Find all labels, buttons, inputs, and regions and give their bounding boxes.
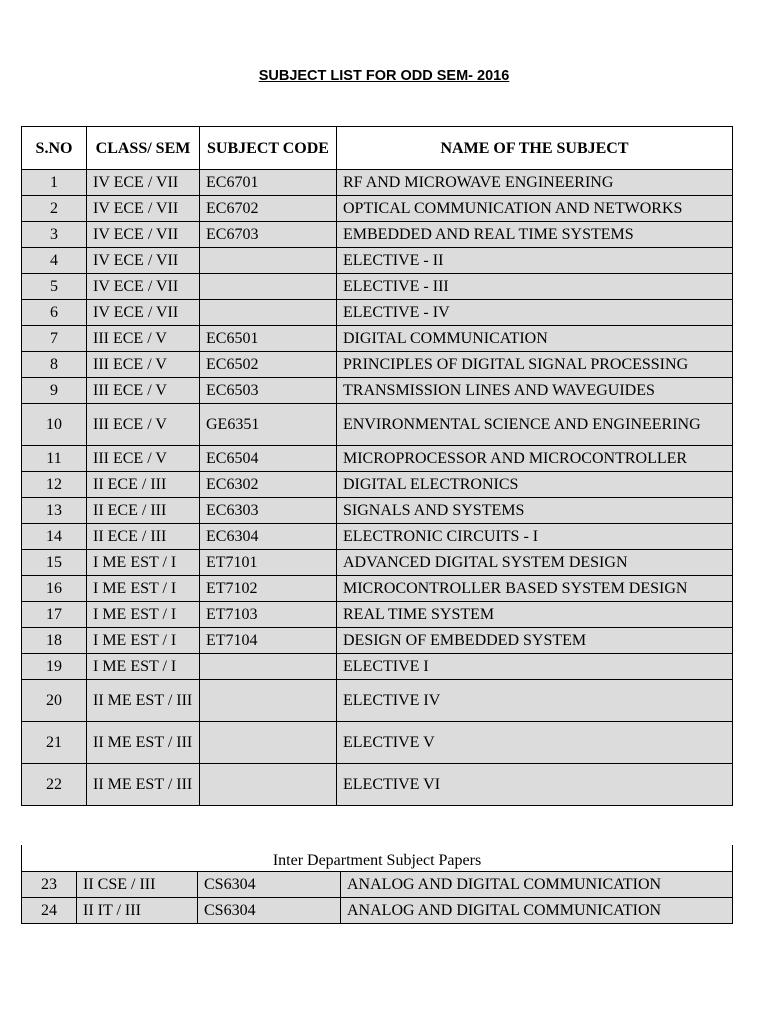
cell-subject-name: OPTICAL COMMUNICATION AND NETWORKS	[337, 196, 733, 222]
cell-subject-code: CS6304	[198, 871, 341, 897]
cell-subject-name: ENVIRONMENTAL SCIENCE AND ENGINEERING	[337, 404, 733, 446]
cell-subject-code	[200, 248, 337, 274]
cell-subject-code: ET7102	[200, 576, 337, 602]
cell-sno: 12	[22, 472, 87, 498]
cell-subject-code	[200, 764, 337, 806]
cell-subject-name: ANALOG AND DIGITAL COMMUNICATION	[341, 871, 733, 897]
cell-subject-name: DESIGN OF EMBEDDED SYSTEM	[337, 628, 733, 654]
cell-class-sem: III ECE / V	[87, 326, 200, 352]
cell-class-sem: IV ECE / VII	[87, 196, 200, 222]
inter-department-table	[21, 845, 733, 924]
cell-class-sem: IV ECE / VII	[87, 300, 200, 326]
cell-subject-code: ET7101	[200, 550, 337, 576]
cell-subject-name: DIGITAL COMMUNICATION	[337, 326, 733, 352]
table-row	[22, 274, 733, 300]
table-row	[22, 404, 733, 446]
table-row	[22, 472, 733, 498]
cell-class-sem: I ME EST / I	[87, 654, 200, 680]
cell-sno: 21	[22, 722, 87, 764]
cell-subject-name: ELECTIVE - IV	[337, 300, 733, 326]
table-row	[22, 654, 733, 680]
cell-subject-name: TRANSMISSION LINES AND WAVEGUIDES	[337, 378, 733, 404]
table-row	[22, 498, 733, 524]
table-row	[22, 300, 733, 326]
cell-subject-code	[200, 274, 337, 300]
cell-subject-name: ELECTIVE IV	[337, 680, 733, 722]
cell-subject-name: ELECTRONIC CIRCUITS - I	[337, 524, 733, 550]
table-row	[22, 897, 733, 923]
cell-subject-code: EC6701	[200, 170, 337, 196]
cell-class-sem: II ME EST / III	[87, 722, 200, 764]
cell-subject-code: EC6504	[200, 446, 337, 472]
cell-sno: 18	[22, 628, 87, 654]
cell-subject-code: EC6702	[200, 196, 337, 222]
table-row	[22, 871, 733, 897]
cell-sno: 13	[22, 498, 87, 524]
cell-class-sem: IV ECE / VII	[87, 248, 200, 274]
cell-class-sem: II ECE / III	[87, 472, 200, 498]
cell-sno: 9	[22, 378, 87, 404]
cell-sno: 8	[22, 352, 87, 378]
table-row	[22, 764, 733, 806]
table-row	[22, 222, 733, 248]
cell-class-sem: I ME EST / I	[87, 576, 200, 602]
cell-subject-code: EC6501	[200, 326, 337, 352]
cell-sno: 10	[22, 404, 87, 446]
inter-caption: Inter Department Subject Papers	[22, 845, 733, 871]
table-row	[22, 628, 733, 654]
cell-sno: 16	[22, 576, 87, 602]
table-row	[22, 326, 733, 352]
table-header-row	[22, 127, 733, 170]
cell-class-sem: III ECE / V	[87, 404, 200, 446]
header-class-sem: CLASS/ SEM	[87, 127, 200, 170]
cell-subject-code: EC6302	[200, 472, 337, 498]
header-subject-name: NAME OF THE SUBJECT	[337, 127, 733, 170]
cell-class-sem: II ME EST / III	[87, 680, 200, 722]
cell-class-sem: III ECE / V	[87, 378, 200, 404]
table-row	[22, 378, 733, 404]
inter-caption-row	[22, 845, 733, 871]
cell-sno: 17	[22, 602, 87, 628]
table-row	[22, 722, 733, 764]
cell-class-sem: IV ECE / VII	[87, 274, 200, 300]
cell-subject-name: REAL TIME SYSTEM	[337, 602, 733, 628]
cell-class-sem: IV ECE / VII	[87, 222, 200, 248]
cell-class-sem: II ECE / III	[87, 524, 200, 550]
cell-subject-name: ELECTIVE - III	[337, 274, 733, 300]
cell-sno: 24	[22, 897, 77, 923]
table-row	[22, 248, 733, 274]
cell-sno: 3	[22, 222, 87, 248]
header-sno: S.NO	[22, 127, 87, 170]
cell-subject-name: ADVANCED DIGITAL SYSTEM DESIGN	[337, 550, 733, 576]
cell-subject-code	[200, 722, 337, 764]
cell-class-sem: IV ECE / VII	[87, 170, 200, 196]
cell-class-sem: III ECE / V	[87, 446, 200, 472]
cell-subject-name: DIGITAL ELECTRONICS	[337, 472, 733, 498]
table-row	[22, 576, 733, 602]
cell-subject-code: EC6503	[200, 378, 337, 404]
cell-sno: 14	[22, 524, 87, 550]
cell-sno: 6	[22, 300, 87, 326]
cell-class-sem: II IT / III	[77, 897, 198, 923]
cell-sno: 7	[22, 326, 87, 352]
cell-class-sem: II ME EST / III	[87, 764, 200, 806]
cell-class-sem: II ECE / III	[87, 498, 200, 524]
cell-subject-code: ET7103	[200, 602, 337, 628]
cell-subject-code	[200, 300, 337, 326]
cell-subject-name: EMBEDDED AND REAL TIME SYSTEMS	[337, 222, 733, 248]
cell-sno: 2	[22, 196, 87, 222]
table-row	[22, 602, 733, 628]
cell-subject-code	[200, 654, 337, 680]
cell-subject-name: ELECTIVE - II	[337, 248, 733, 274]
cell-subject-code: GE6351	[200, 404, 337, 446]
cell-class-sem: I ME EST / I	[87, 550, 200, 576]
cell-sno: 5	[22, 274, 87, 300]
cell-sno: 11	[22, 446, 87, 472]
cell-sno: 20	[22, 680, 87, 722]
table-row	[22, 524, 733, 550]
cell-subject-code: EC6502	[200, 352, 337, 378]
table-row	[22, 680, 733, 722]
cell-subject-name: ELECTIVE I	[337, 654, 733, 680]
page-title: SUBJECT LIST FOR ODD SEM- 2016	[258, 68, 510, 84]
cell-subject-name: ELECTIVE VI	[337, 764, 733, 806]
cell-subject-code	[200, 680, 337, 722]
cell-class-sem: III ECE / V	[87, 352, 200, 378]
cell-class-sem: II CSE / III	[77, 871, 198, 897]
cell-sno: 22	[22, 764, 87, 806]
header-subject-code: SUBJECT CODE	[200, 127, 337, 170]
subject-table	[21, 126, 733, 806]
cell-subject-code: EC6703	[200, 222, 337, 248]
cell-subject-name: MICROPROCESSOR AND MICROCONTROLLER	[337, 446, 733, 472]
cell-sno: 1	[22, 170, 87, 196]
table-row	[22, 550, 733, 576]
cell-subject-name: ANALOG AND DIGITAL COMMUNICATION	[341, 897, 733, 923]
cell-sno: 15	[22, 550, 87, 576]
cell-subject-code: CS6304	[198, 897, 341, 923]
table-row	[22, 352, 733, 378]
cell-subject-code: EC6304	[200, 524, 337, 550]
cell-subject-code: EC6303	[200, 498, 337, 524]
cell-sno: 23	[22, 871, 77, 897]
cell-sno: 19	[22, 654, 87, 680]
cell-subject-name: PRINCIPLES OF DIGITAL SIGNAL PROCESSING	[337, 352, 733, 378]
cell-subject-name: SIGNALS AND SYSTEMS	[337, 498, 733, 524]
cell-class-sem: I ME EST / I	[87, 602, 200, 628]
cell-sno: 4	[22, 248, 87, 274]
cell-subject-name: RF AND MICROWAVE ENGINEERING	[337, 170, 733, 196]
table-row	[22, 446, 733, 472]
cell-subject-code: ET7104	[200, 628, 337, 654]
cell-class-sem: I ME EST / I	[87, 628, 200, 654]
table-row	[22, 170, 733, 196]
cell-subject-name: MICROCONTROLLER BASED SYSTEM DESIGN	[337, 576, 733, 602]
table-row	[22, 196, 733, 222]
cell-subject-name: ELECTIVE V	[337, 722, 733, 764]
